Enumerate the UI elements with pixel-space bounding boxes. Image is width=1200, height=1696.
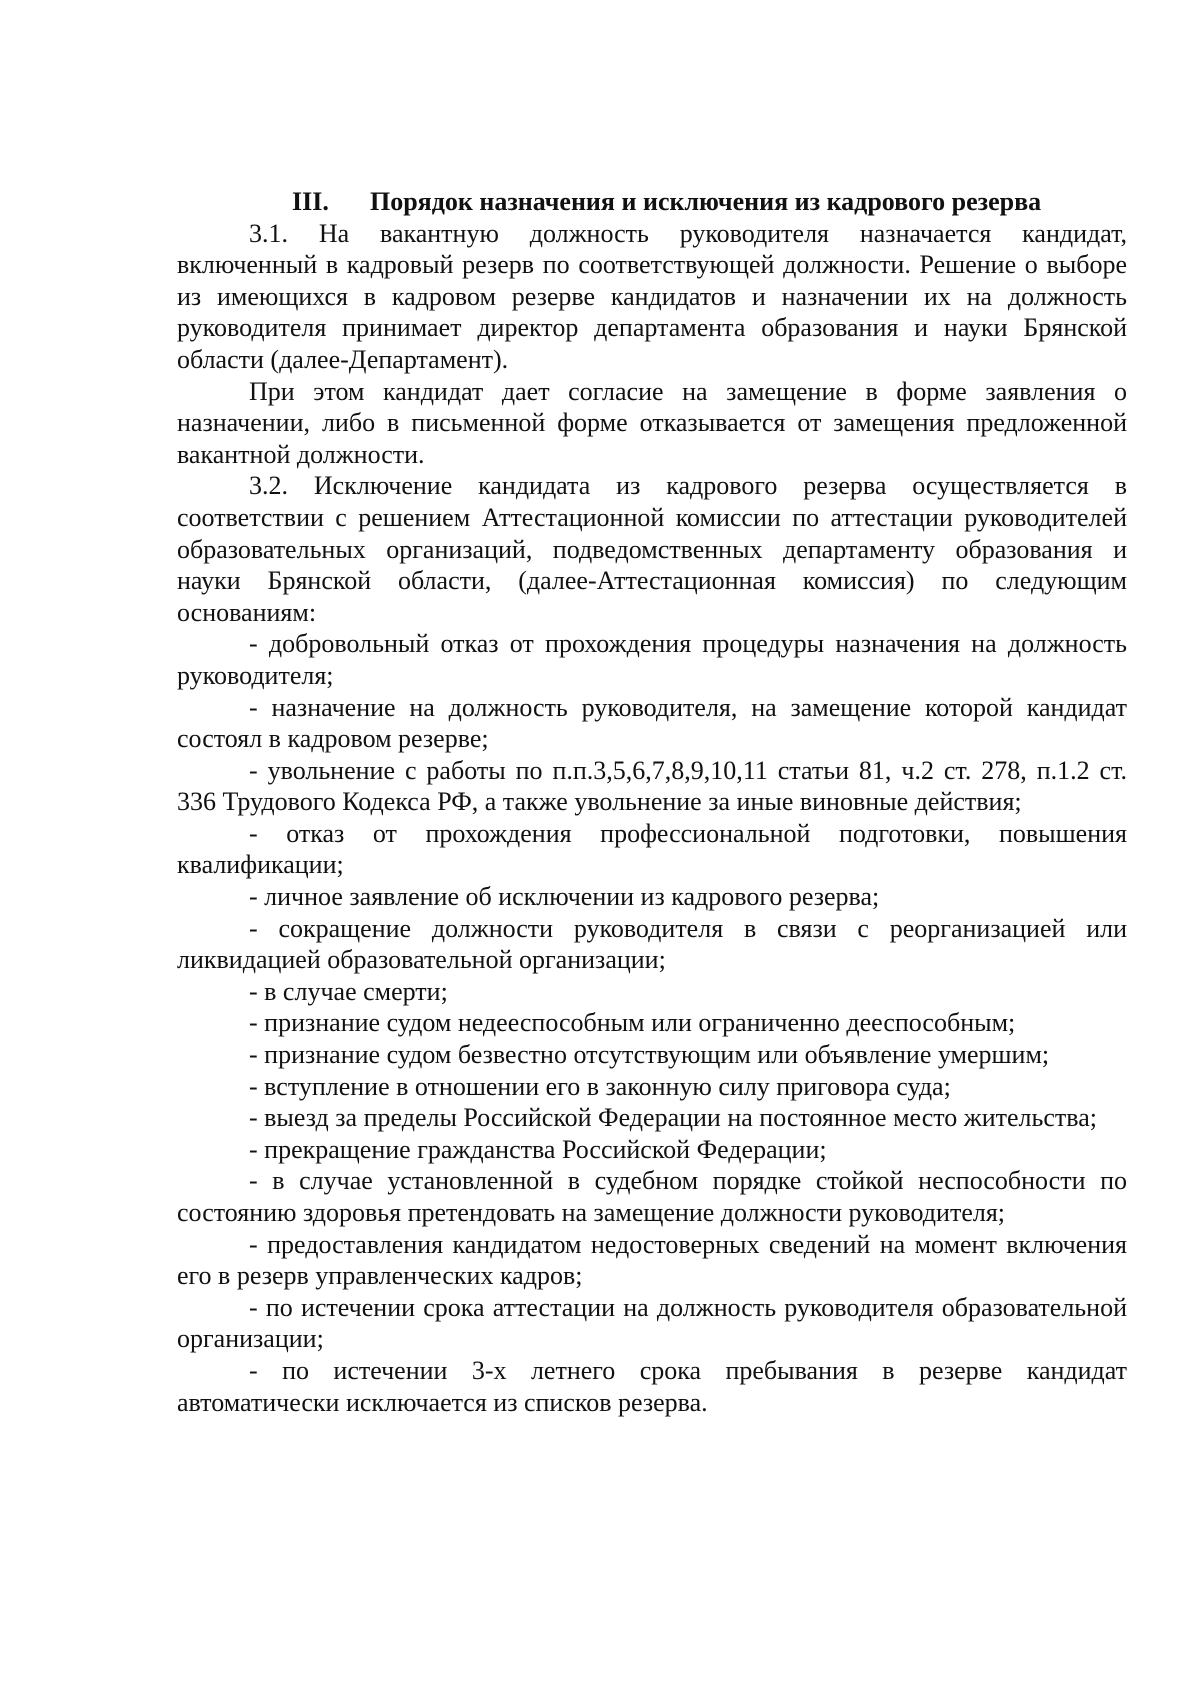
list-item: - признание судом безвестно отсутствующим или объявление умершим; [249, 1040, 1050, 1070]
paragraph-3-1: 3.1. На вакантную должность руководителя назначается кандидат, включенный в кадровый резерв по соответствующей должности. Решение о выборе из имеющихся в кадровом резерве кандидатов и назначении их на должность руководителя принимает директор департамента образования и науки Брянской области (далее-Департамент). [177, 218, 1127, 374]
list-item: - назначение на должность руководителя, на замещение которой кандидат состоял в кадровом резерве; [177, 692, 1127, 754]
list-item: - по истечении 3-х летнего срока пребывания в резерве кандидат автоматически исключается из списков резерва. [177, 1355, 1127, 1417]
section-title: Порядок назначения и исключения из кадрового резерва [370, 187, 1042, 216]
list-item: - выезд за пределы Российской Федерации на постоянное место жительства; [249, 1103, 1097, 1133]
paragraph-3-2: 3.2. Исключение кандидата из кадрового резерва осуществляется в соответствии с решением Аттестационной комиссии по аттестации руководителей образовательных организаций, подведомственных департаменту образования и науки Брянской области, (далее-Аттестационная комиссия) по следующим основаниям: [177, 471, 1127, 627]
list-item: - в случае смерти; [249, 976, 448, 1006]
list-item: - в случае установленной в судебном порядке стойкой неспособности по состоянию здоровья претендовать на замещение должности руководителя; [177, 1166, 1127, 1227]
paragraph-consent: При этом кандидат дает согласие на замещение в форме заявления о назначении, либо в письменной форме отказывается от замещения предложенной вакантной должности. [177, 376, 1127, 469]
list-item: - личное заявление об исключении из кадрового резерва; [249, 882, 880, 912]
section-number: III. [292, 187, 329, 216]
section-heading [292, 186, 1127, 218]
document-body [177, 186, 1127, 1418]
list-item: - увольнение с работы по п.п.3,5,6,7,8,9,10,11 статьи 81, ч.2 ст. 278, п.1.2 ст. 336 Трудового Кодекса РФ, а также увольнение за иные виновные действия; [177, 755, 1127, 817]
list-item: - предоставления кандидатом недостоверных сведений на момент включения его в резерв управленческих кадров; [177, 1229, 1127, 1291]
list-item: - сокращение должности руководителя в связи с реорганизацией или ликвидацией образовательной организации; [177, 913, 1127, 975]
list-item: - признание судом недееспособным или ограниченно дееспособным; [249, 1008, 1016, 1038]
list-item: - добровольный отказ от прохождения процедуры назначения на должность руководителя; [177, 629, 1127, 690]
list-item: - по истечении срока аттестации на должность руководителя образовательной организации; [177, 1292, 1127, 1354]
list-item: - вступление в отношении его в законную силу приговора суда; [249, 1071, 951, 1101]
list-item: - отказ от прохождения профессиональной подготовки, повышения квалификации; [177, 818, 1127, 880]
list-item: - прекращение гражданства Российской Федерации; [249, 1134, 827, 1164]
